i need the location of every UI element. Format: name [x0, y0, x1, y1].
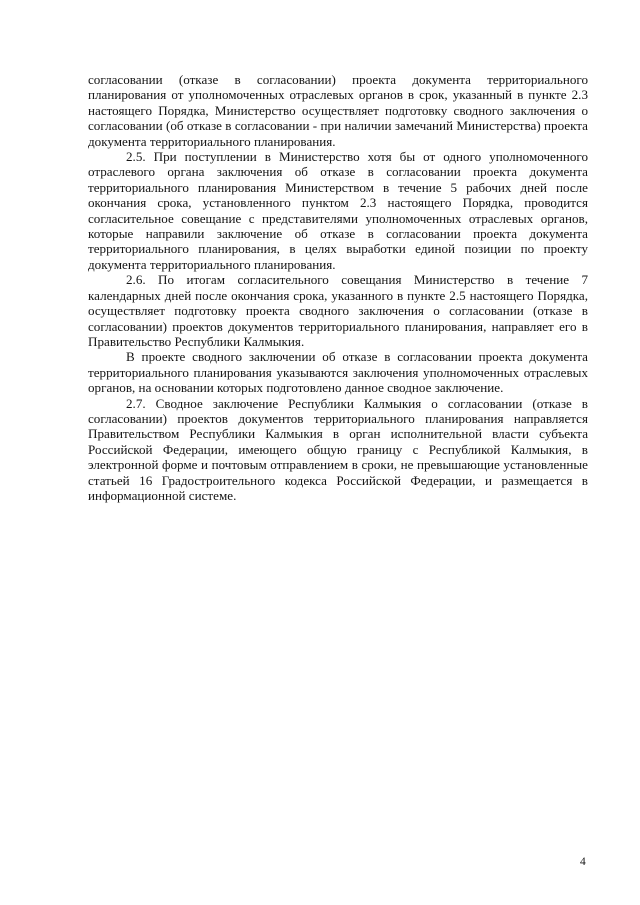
paragraph-2-6-addendum: В проекте сводного заключении об отказе в согласовании проекта документа территориального планирования указываются заключения уполномоченных отраслевых органов, на основании которых подготовлено данное сводное заключение. [88, 349, 588, 396]
paragraph-continuation: согласовании (отказе в согласовании) проекта документа территориального планирования от уполномоченных отраслевых органов в срок, указанный в пункте 2.3 настоящего Порядка, Министерство осуществляет подготовку сводного заключения о согласовании (об отказе в согласовании - при наличии замечаний Министерства) проекта документа территориального планирования. [88, 72, 588, 149]
document-body [88, 72, 588, 503]
paragraph-2-6: 2.6. По итогам согласительного совещания Министерство в течение 7 календарных дней после окончания срока, указанного в пункте 2.5 настоящего Порядка, осуществляет подготовку проекта сводного заключения о согласовании (отказе в согласовании) проектов документов территориального планирования, направляет его в Правительство Республики Калмыкия. [88, 272, 588, 349]
paragraph-2-7: 2.7. Сводное заключение Республики Калмыкия о согласовании (отказе в согласовании) проектов документов территориального планирования направляется Правительством Республики Калмыкия в орган исполнительной власти субъекта Российской Федерации, имеющего общую границу с Республикой Калмыкия, в электронной форме и почтовым отправлением в сроки, не превышающие установленные статьей 16 Градостроительного кодекса Российской Федерации, и размещается в информационной системе. [88, 395, 588, 503]
paragraph-2-5: 2.5. При поступлении в Министерство хотя бы от одного уполномоченного отраслевого органа заключения об отказе в согласовании проекта документа территориального планирования Министерством в течение 5 рабочих дней после окончания срока, установленного пунктом 2.3 настоящего Порядка, проводится согласительное совещание с представителями уполномоченных отраслевых органов, которые направили заключение об отказе в согласовании проекта документа территориального планирования, в целях выработки единой позиции по проекту документа территориального планирования. [88, 149, 588, 272]
page-number: 4 [580, 856, 586, 868]
